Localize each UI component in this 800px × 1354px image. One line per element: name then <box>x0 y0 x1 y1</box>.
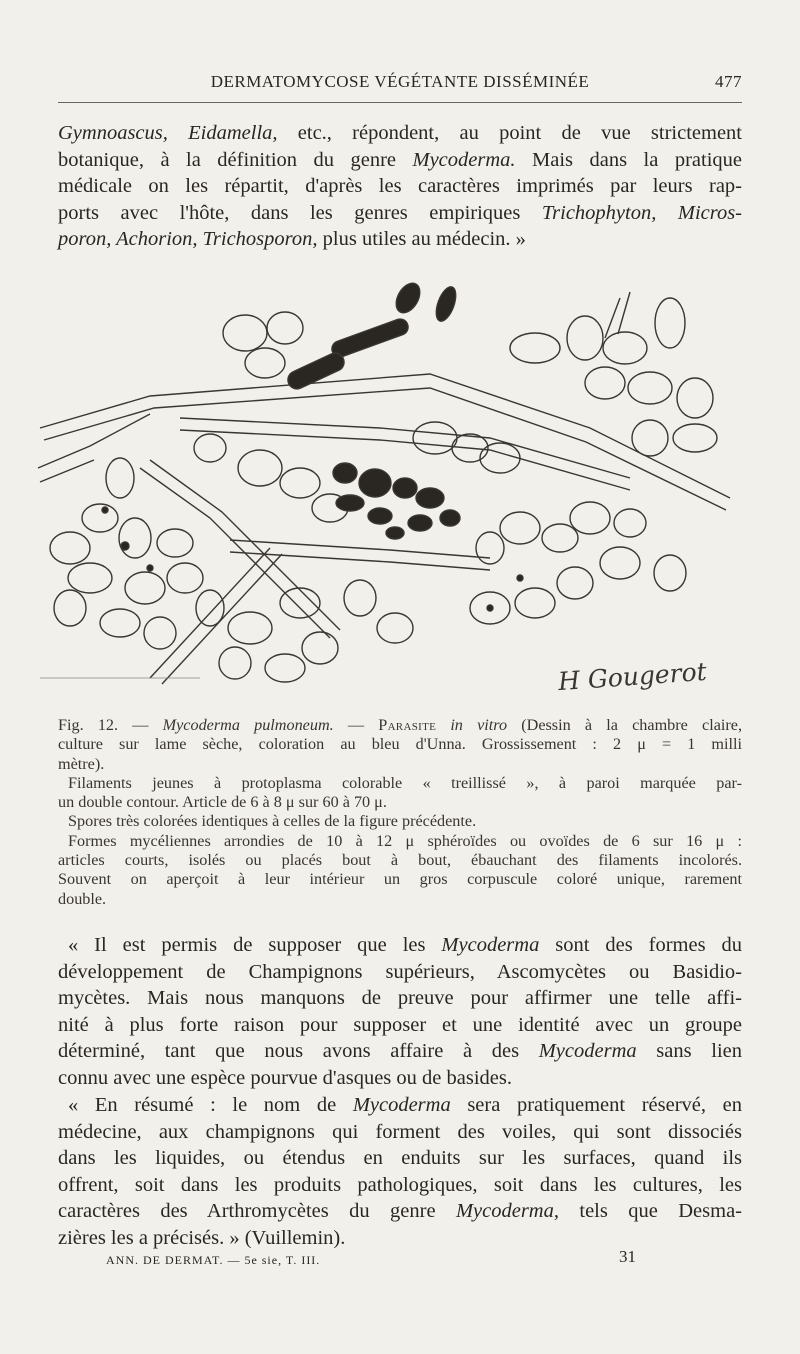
mycoderma-drawing <box>30 278 770 710</box>
caption-line: un double contour. Article de 6 à 8 μ sur 60 à 70 μ. <box>58 793 387 812</box>
text-line: poron, Achorion, Trichosporon, plus utiles au médecin. » <box>58 228 526 251</box>
paragraph-1 <box>58 932 742 1092</box>
text-line: médecine, aux champignons qui forment des voiles, qui sont dissociés <box>58 1120 742 1143</box>
caption-line: culture sur lame sèche, coloration au bleu d'Unna. Grossissement : 2 μ = 1 milli <box>58 735 742 754</box>
caption-line: Formes mycéliennes arrondies de 10 à 12 μ sphéroïdes ou ovoïdes de 6 sur 16 μ : <box>68 831 742 850</box>
text-line: médicale on les répartit, d'après les caractères imprimés par leurs rap- <box>58 175 742 198</box>
journal-reference: ANN. DE DERMAT. — 5e sie, T. III. <box>106 1253 321 1267</box>
text-line: caractères des Arthromycètes du genre Mycoderma, tels que Desma- <box>58 1200 742 1223</box>
caption-line: Fig. 12. — Mycoderma pulmoneum. — Parasite in vitro (Dessin à la chambre claire, <box>58 716 743 734</box>
text-line: déterminé, tant que nous avons affaire à des Mycoderma sans lien <box>58 1040 742 1063</box>
figure-caption <box>58 716 742 909</box>
stained-spores <box>102 279 523 611</box>
signature-mark: 31 <box>619 1247 636 1266</box>
running-title: DERMATOMYCOSE VÉGÉTANTE DISSÉMINÉE <box>210 72 590 91</box>
page-footer <box>106 1247 636 1271</box>
figure-drawing <box>30 278 770 710</box>
caption-line: Filaments jeunes à protoplasma colorable « treillissé », à paroi marquée par- <box>68 773 742 792</box>
text-line: mycètes. Mais nous manquons de preuve pour affirmer une telle affi- <box>58 987 742 1010</box>
caption-line: articles courts, isolés ou placés bout à bout, ébauchant des filaments incolorés. <box>58 851 742 870</box>
text-line: « En résumé : le nom de Mycoderma sera pratiquement réservé, en <box>68 1094 742 1116</box>
text-line: zières les a précisés. » (Vuillemin). <box>58 1226 346 1249</box>
caption-line: double. <box>58 889 107 908</box>
caption-line: Spores très colorées identiques à celles de la figure précédente. <box>68 812 477 831</box>
caption-line: mètre). <box>58 754 105 773</box>
artist-signature: H Gougerot <box>557 656 708 697</box>
text-line: développement de Champignons supérieurs, Ascomycètes ou Basidio- <box>58 960 742 983</box>
running-head <box>58 68 742 98</box>
paragraph-2 <box>58 1092 742 1252</box>
page-number: 477 <box>715 72 742 91</box>
top-paragraph <box>58 120 742 253</box>
text-line: Gymnoascus, Eidamella, etc., répondent, au point de vue strictement <box>58 122 742 144</box>
text-line: offrent, soit dans les produits pathologiques, soit dans les cultures, les <box>58 1173 742 1196</box>
text-line: « Il est permis de supposer que les Mycoderma sont des formes du <box>68 934 742 956</box>
text-line: nité à plus forte raison pour supposer et une identité avec un groupe <box>58 1013 742 1036</box>
header-rule <box>58 102 742 103</box>
text-line: dans les liquides, ou étendus en enduits sur les surfaces, quand ils <box>58 1147 742 1170</box>
text-line: connu avec une espèce pourvue d'asques ou de basides. <box>58 1066 512 1089</box>
text-line: ports avec l'hôte, dans les genres empiriques Trichophyton, Micros- <box>58 201 743 224</box>
caption-line: Souvent on aperçoit à leur intérieur un gros corpuscule coloré unique, rarement <box>58 870 742 889</box>
text-line: botanique, à la définition du genre Mycoderma. Mais dans la pratique <box>58 148 742 171</box>
